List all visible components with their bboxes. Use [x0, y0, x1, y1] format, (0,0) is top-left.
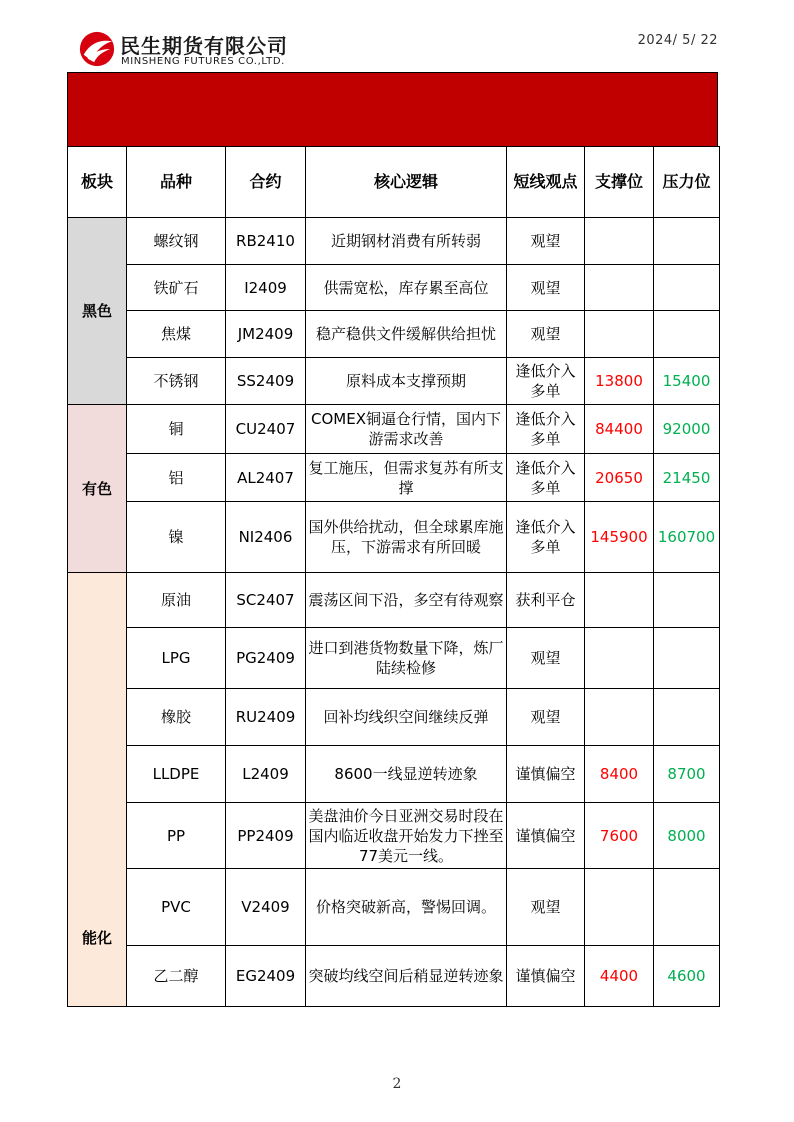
variety-cell: 镍: [127, 502, 226, 573]
resistance-cell: [654, 628, 720, 689]
support-cell: [585, 869, 654, 946]
resistance-cell: 21450: [654, 454, 720, 502]
logic-cell: 复工施压，但需求复苏有所支撑: [306, 454, 507, 502]
variety-cell: 乙二醇: [127, 946, 226, 1007]
company-logo: [78, 28, 318, 72]
view-cell: 逢低介入多单: [507, 454, 585, 502]
table-row: [68, 454, 720, 502]
resistance-cell: 92000: [654, 405, 720, 454]
title-banner: [67, 72, 718, 147]
view-cell: 获利平仓: [507, 573, 585, 628]
resistance-cell: [654, 311, 720, 358]
table-row: [68, 218, 720, 265]
view-cell: 谨慎偏空: [507, 803, 585, 869]
sector-label: 有色: [68, 405, 127, 573]
logic-cell: 震荡区间下沿，多空有待观察: [306, 573, 507, 628]
resistance-cell: [654, 218, 720, 265]
view-cell: 观望: [507, 689, 585, 746]
table-row: [68, 502, 720, 573]
table-row: [68, 311, 720, 358]
support-cell: [585, 689, 654, 746]
logic-cell: 美盘油价今日亚洲交易时段在国内临近收盘开始发力下挫至77美元一线。: [306, 803, 507, 869]
contract-cell: PG2409: [226, 628, 306, 689]
page-number: 2: [392, 1076, 402, 1092]
col-header-support: 支撑位: [585, 147, 654, 218]
logic-cell: 近期钢材消费有所转弱: [306, 218, 507, 265]
resistance-cell: 8700: [654, 746, 720, 803]
contract-cell: L2409: [226, 746, 306, 803]
logic-cell: 回补均线织空间继续反弹: [306, 689, 507, 746]
contract-cell: RU2409: [226, 689, 306, 746]
view-cell: 逢低介入多单: [507, 502, 585, 573]
table-row: [68, 689, 720, 746]
table-row: [68, 746, 720, 803]
company-name-en: MINSHENG FUTURES CO.,LTD.: [121, 56, 285, 67]
variety-cell: 铁矿石: [127, 265, 226, 311]
variety-cell: 原油: [127, 573, 226, 628]
variety-cell: 橡胶: [127, 689, 226, 746]
resistance-cell: [654, 265, 720, 311]
support-cell: [585, 265, 654, 311]
variety-cell: LPG: [127, 628, 226, 689]
view-cell: 观望: [507, 311, 585, 358]
col-header-resistance: 压力位: [654, 147, 720, 218]
contract-cell: V2409: [226, 869, 306, 946]
col-header-variety: 品种: [127, 147, 226, 218]
contract-cell: EG2409: [226, 946, 306, 1007]
resistance-cell: [654, 689, 720, 746]
view-cell: 观望: [507, 265, 585, 311]
report-date: 2024/ 5/ 22: [637, 33, 718, 48]
logic-cell: 原料成本支撑预期: [306, 358, 507, 405]
view-cell: 逢低介入多单: [507, 405, 585, 454]
variety-cell: 铝: [127, 454, 226, 502]
strategy-table: [67, 146, 720, 1007]
variety-cell: 螺纹钢: [127, 218, 226, 265]
col-header-view: 短线观点: [507, 147, 585, 218]
col-header-sector: 板块: [68, 147, 127, 218]
table-row: [68, 869, 720, 946]
sector-label: 能化: [68, 573, 127, 1007]
resistance-cell: [654, 573, 720, 628]
logic-cell: 供需宽松，库存累至高位: [306, 265, 507, 311]
variety-cell: 铜: [127, 405, 226, 454]
resistance-cell: [654, 869, 720, 946]
variety-cell: PVC: [127, 869, 226, 946]
contract-cell: I2409: [226, 265, 306, 311]
support-cell: 8400: [585, 746, 654, 803]
resistance-cell: 15400: [654, 358, 720, 405]
support-cell: 84400: [585, 405, 654, 454]
company-name-cn: 民生期货有限公司: [120, 34, 288, 58]
support-cell: 4400: [585, 946, 654, 1007]
contract-cell: JM2409: [226, 311, 306, 358]
logic-cell: 突破均线空间后稍显逆转迹象: [306, 946, 507, 1007]
contract-cell: PP2409: [226, 803, 306, 869]
variety-cell: LLDPE: [127, 746, 226, 803]
variety-cell: PP: [127, 803, 226, 869]
col-header-contract: 合约: [226, 147, 306, 218]
contract-cell: AL2407: [226, 454, 306, 502]
view-cell: 观望: [507, 628, 585, 689]
logic-cell: 8600一线显逆转迹象: [306, 746, 507, 803]
view-cell: 谨慎偏空: [507, 746, 585, 803]
resistance-cell: 8000: [654, 803, 720, 869]
sector-label: 黑色: [68, 218, 127, 405]
support-cell: 13800: [585, 358, 654, 405]
logic-cell: 稳产稳供文件缓解供给担忧: [306, 311, 507, 358]
table-row: [68, 265, 720, 311]
contract-cell: RB2410: [226, 218, 306, 265]
variety-cell: 焦煤: [127, 311, 226, 358]
logic-cell: 国外供给扰动，但全球累库施压，下游需求有所回暖: [306, 502, 507, 573]
support-cell: 7600: [585, 803, 654, 869]
table-row: [68, 573, 720, 628]
table-row: [68, 946, 720, 1007]
support-cell: 20650: [585, 454, 654, 502]
logic-cell: 进口到港货物数量下降，炼厂陆续检修: [306, 628, 507, 689]
support-cell: [585, 218, 654, 265]
contract-cell: NI2406: [226, 502, 306, 573]
support-cell: [585, 311, 654, 358]
support-cell: [585, 628, 654, 689]
view-cell: 观望: [507, 218, 585, 265]
table-row: [68, 358, 720, 405]
table-row: [68, 405, 720, 454]
minsheng-logo-icon: [78, 30, 116, 68]
logic-cell: COMEX铜逼仓行情，国内下游需求改善: [306, 405, 507, 454]
contract-cell: CU2407: [226, 405, 306, 454]
view-cell: 观望: [507, 869, 585, 946]
contract-cell: SS2409: [226, 358, 306, 405]
view-cell: 谨慎偏空: [507, 946, 585, 1007]
table-row: [68, 628, 720, 689]
resistance-cell: 160700: [654, 502, 720, 573]
contract-cell: SC2407: [226, 573, 306, 628]
view-cell: 逢低介入多单: [507, 358, 585, 405]
support-cell: [585, 573, 654, 628]
logic-cell: 价格突破新高，警惕回调。: [306, 869, 507, 946]
table-header-row: [68, 147, 720, 218]
support-cell: 145900: [585, 502, 654, 573]
col-header-logic: 核心逻辑: [306, 147, 507, 218]
table-row: [68, 803, 720, 869]
resistance-cell: 4600: [654, 946, 720, 1007]
variety-cell: 不锈钢: [127, 358, 226, 405]
